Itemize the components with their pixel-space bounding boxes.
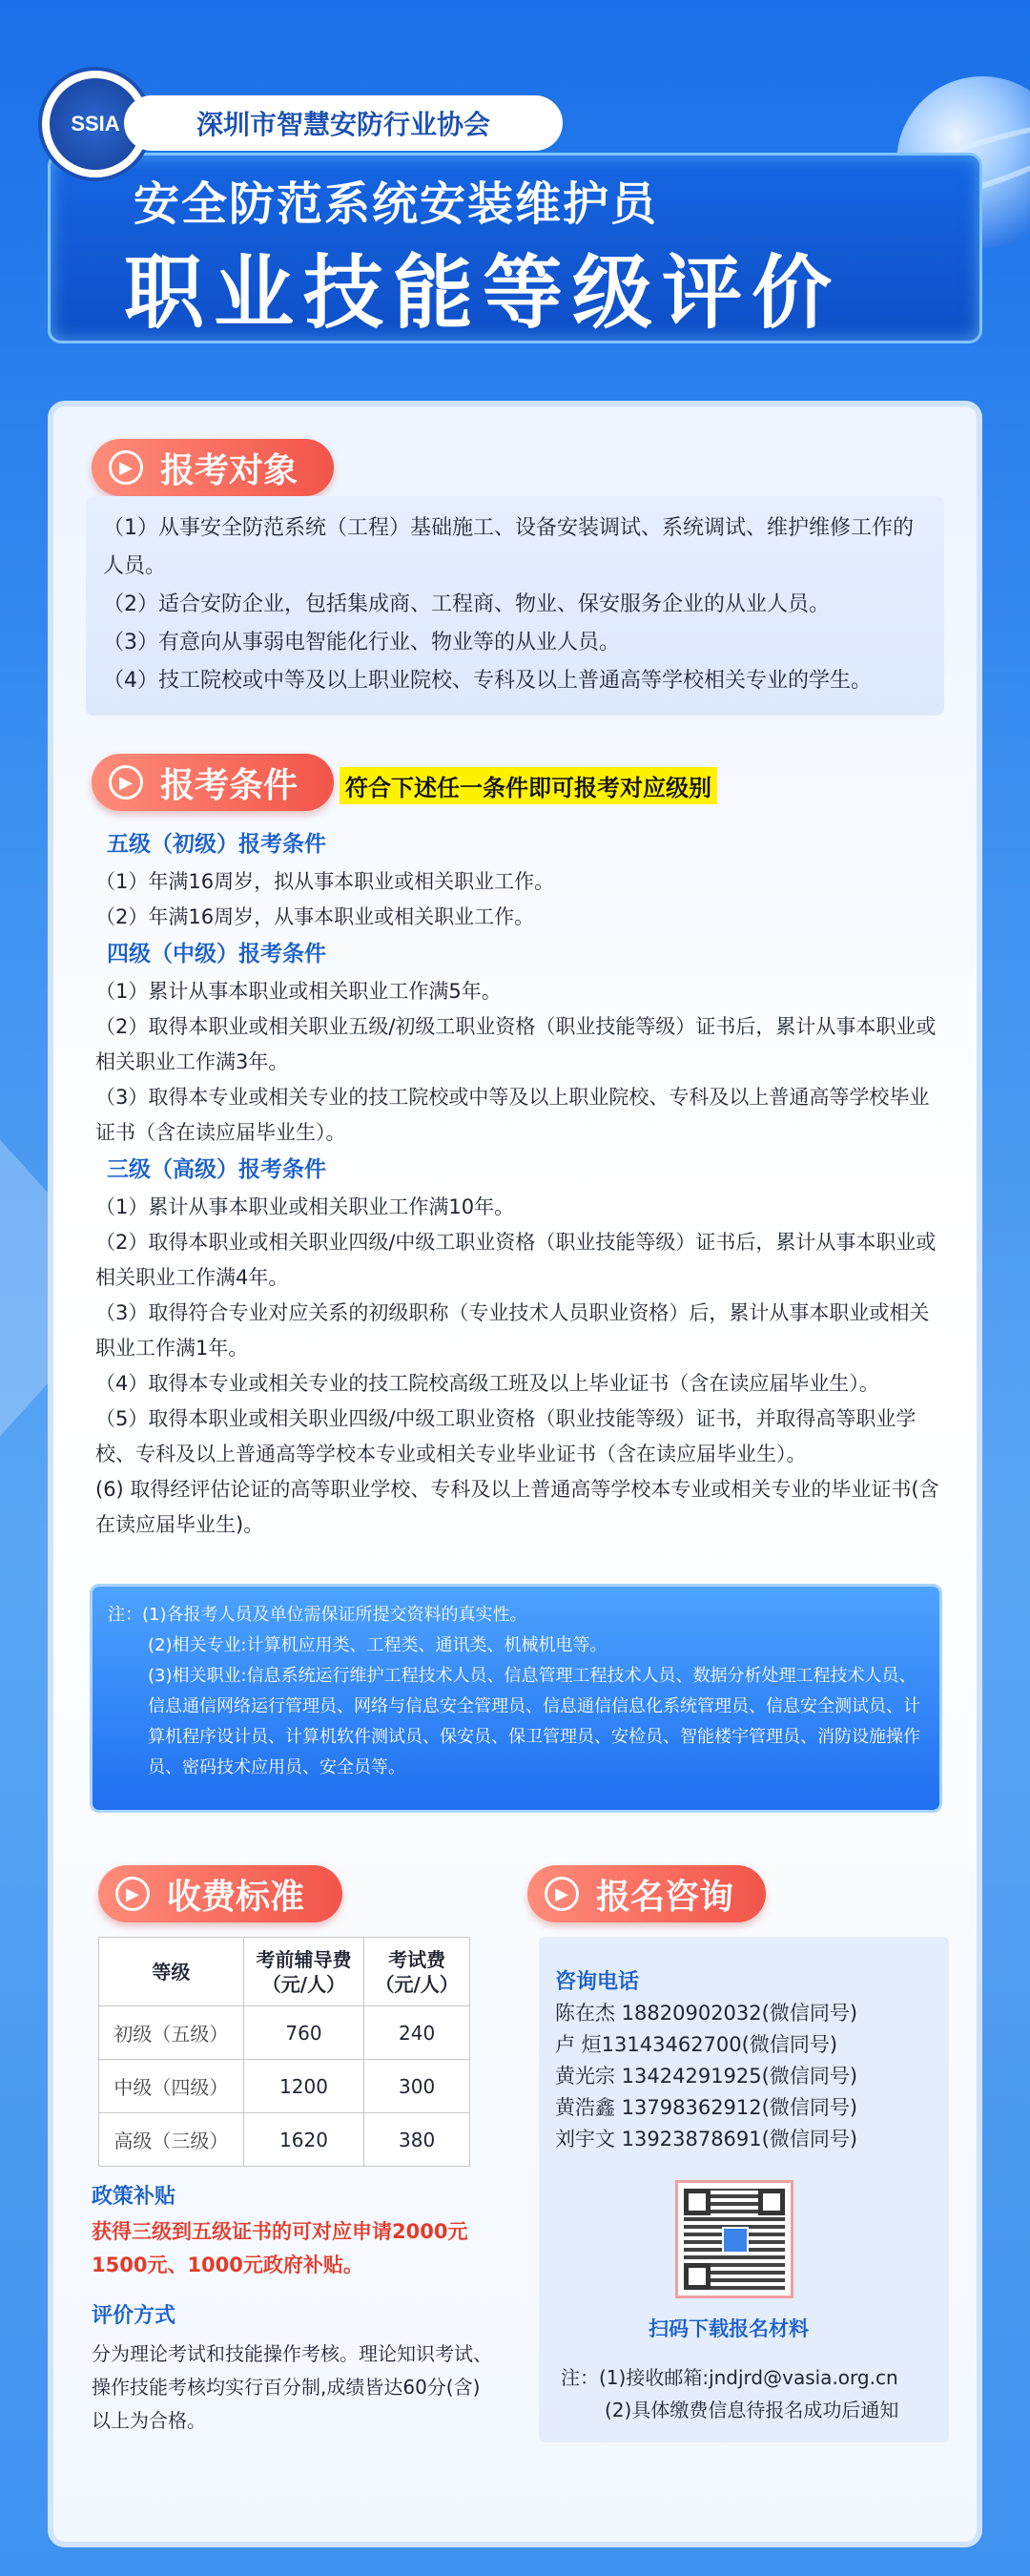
table-cell: 初级（五级） [99, 2006, 244, 2060]
evaluation-text: 分为理论考试和技能操作考核。理论知识考试、操作技能考核均实行百分制,成绩皆达60分(含)以上为合格。 [92, 2342, 492, 2432]
phone-item: 陈在杰 18820902032(微信同号) [555, 2002, 858, 2025]
phone-item: 刘宇文 13923878691(微信同号) [555, 2128, 858, 2150]
list-item: （2）年满16周岁，从事本职业或相关职业工作。 [95, 905, 535, 928]
qr-finder [684, 2189, 711, 2215]
table-cell: 1620 [243, 2113, 364, 2167]
table-cell: 240 [364, 2006, 470, 2060]
table-cell: 中级（四级） [99, 2060, 244, 2113]
policy-text: 获得三级到五级证书的可对应申请2000元1500元、1000元政府补贴。 [92, 2220, 468, 2276]
note-line: (2)相关专业:计算机应用类、工程类、通讯类、机械机电等。 [148, 1635, 608, 1655]
level-title: 三级（高级）报考条件 [107, 1157, 326, 1182]
notes-box [90, 1584, 942, 1813]
qr-caption: 扫码下载报名材料 [649, 2317, 809, 2340]
section-label: 报考对象 [160, 450, 299, 490]
page-subtitle: 安全防范系统安装维护员 [134, 177, 659, 231]
note-line: 注：(1)各报考人员及单位需保证所提交资料的真实性。 [108, 1605, 527, 1625]
arrow-circle-icon: ▶ [109, 450, 143, 485]
arrow-circle-icon: ▶ [545, 1877, 579, 1911]
phone-item: 黄光宗 13424291925(微信同号) [555, 2065, 858, 2088]
table-header: 考试费 （元/人） [364, 1938, 470, 2006]
conditions-highlight: 符合下述任一条件即可报考对应级别 [340, 767, 717, 804]
organization-name: 深圳市智慧安防行业协会 [124, 95, 563, 151]
list-item: （5）取得本职业或相关职业四级/中级工职业资格（职业技能等级）证书，并取得高等职业学校、专科及以上普通高等学校本专业或相关专业毕业证书（含在读应届毕业生）。 [95, 1407, 917, 1465]
apply-target-list [86, 496, 944, 716]
contact-notes [561, 2361, 898, 2426]
evaluation-title: 评价方式 [92, 2304, 176, 2328]
table-cell: 1200 [243, 2060, 364, 2113]
page-title: 职业技能等级评价 [124, 246, 842, 340]
table-cell: 760 [243, 2006, 364, 2060]
note-line: (3)相关职业:信息系统运行维护工程技术人员、信息管理工程技术人员、数据分析处理工程技术人员、信息通信网络运行管理员、网络与信息安全管理员、信息通信信息化系统管理员、信息安全测试员、计算机程序设计员、计算机软件测试员、保安员、保卫管理员、安检员、智能楼宇管理员、消防设施操作员、密码技术应用员、安全员等。 [148, 1666, 920, 1777]
qr-logo-icon [722, 2227, 749, 2254]
contact-note-line: (2)具体缴费信息待报名成功后通知 [605, 2399, 899, 2421]
list-item: （2）取得本职业或相关职业五级/初级工职业资格（职业技能等级）证书后，累计从事本职业或相关职业工作满3年。 [95, 1015, 937, 1073]
list-item: （1）累计从事本职业或相关职业工作满10年。 [95, 1195, 515, 1218]
table-cell: 300 [364, 2060, 470, 2113]
conditions-list [95, 825, 944, 1543]
list-item: （3）有意向从事弱电智能化行业、物业等的从业人员。 [103, 631, 620, 654]
section-label: 报名咨询 [596, 1877, 734, 1917]
table-row [99, 2113, 470, 2167]
table-header-row [99, 1938, 470, 2006]
table-row [99, 2006, 470, 2060]
table-cell: 高级（三级） [99, 2113, 244, 2167]
arrow-circle-icon: ▶ [115, 1877, 150, 1911]
list-item: （1）年满16周岁，拟从事本职业或相关职业工作。 [95, 870, 555, 893]
list-item: （4）取得本专业或相关专业的技工院校高级工班及以上毕业证书（含在读应届毕业生）。 [95, 1372, 879, 1395]
qr-finder [684, 2263, 711, 2290]
fee-table [98, 1937, 470, 2167]
qr-finder [758, 2189, 785, 2215]
list-item: （3）取得符合专业对应关系的初级职称（专业技术人员职业资格）后，累计从事本职业或相关职业工作满1年。 [95, 1301, 930, 1360]
list-item: （4）技工院校或中等及以上职业院校、专科及以上普通高等学校相关专业的学生。 [103, 669, 872, 693]
table-row [99, 2060, 470, 2113]
logo-text: SSIA [50, 78, 141, 170]
level-title: 五级（初级）报考条件 [107, 832, 326, 857]
list-item: (6) 取得经评估论证的高等职业学校、专科及以上普通高等学校本专业或相关专业的毕业证书(含在读应届毕业生)。 [95, 1478, 939, 1536]
phone-item: 卢 烜13143462700(微信同号) [555, 2033, 838, 2056]
table-header: 等级 [99, 1938, 244, 2006]
table-cell: 380 [364, 2113, 470, 2167]
list-item: （1）从事安全防范系统（工程）基础施工、设备安装调试、系统调试、维护维修工作的人员。 [103, 516, 914, 578]
phone-item: 黄浩鑫 13798362912(微信同号) [555, 2096, 858, 2119]
level-title: 四级（中级）报考条件 [107, 942, 326, 966]
arrow-circle-icon: ▶ [109, 765, 143, 800]
list-item: （3）取得本专业或相关专业的技工院校或中等及以上职业院校、专科及以上普通高等学校毕业证书（含在读应届毕业生）。 [95, 1086, 930, 1144]
contact-note-line: 注：(1)接收邮箱:jndjrd@vasia.org.cn [561, 2366, 898, 2389]
section-header-contact [527, 1865, 766, 1922]
qr-pattern [684, 2189, 785, 2290]
section-header-apply-target [92, 439, 334, 496]
section-label: 报考条件 [160, 765, 299, 805]
list-item: （1）累计从事本职业或相关职业工作满5年。 [95, 980, 502, 1003]
phone-title: 咨询电话 [555, 1970, 640, 1994]
list-item: （2）适合安防企业，包括集成商、工程商、物业、保安服务企业的从业人员。 [103, 592, 830, 616]
table-header: 考前辅导费 （元/人） [243, 1938, 364, 2006]
policy-title: 政策补贴 [92, 2185, 176, 2209]
section-header-conditions [92, 754, 334, 811]
section-label: 收费标准 [167, 1877, 305, 1917]
section-header-fees [98, 1865, 342, 1922]
phone-list [555, 1998, 857, 2155]
list-item: （2）取得本职业或相关职业四级/中级工职业资格（职业技能等级）证书后，累计从事本职业或相关职业工作满4年。 [95, 1231, 937, 1289]
qr-code[interactable] [675, 2180, 793, 2298]
